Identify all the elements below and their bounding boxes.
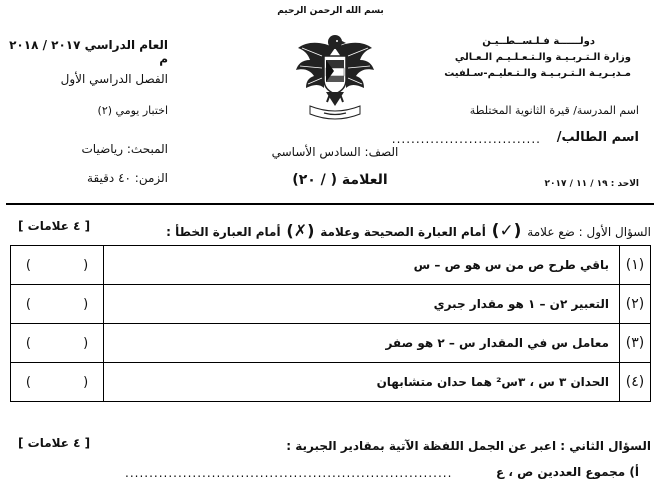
question-2-item-a: أ) مجموع العددين ص ، ع — [495, 465, 639, 479]
question-1-suffix: أمام العبارة الخطأ : — [166, 225, 281, 239]
state-name: دولــــــة فـلـســطــيـن — [482, 36, 595, 47]
cross-mark-icon: (✗) — [286, 221, 315, 240]
check-mark-icon: (✓) — [491, 221, 522, 241]
ministry-name: وزارة الـتـربـيـة والـتـعـلـيـم الـعـالي — [454, 52, 631, 63]
student-name-label: اسم الطالب/ — [556, 130, 639, 145]
school-name: اسم المدرسة/ قيرة الثانوية المختلطة — [469, 104, 639, 117]
question-1-instruction — [166, 221, 651, 241]
answer-box[interactable]: ( ) — [11, 324, 104, 363]
question-1-table — [10, 245, 651, 402]
row-number: (١) — [620, 246, 651, 285]
subject: المبحث: رياضيات — [81, 142, 168, 156]
statement: الحدان ٣ س ، ٣س² هما حدان متشابهان — [104, 363, 620, 402]
student-name-field[interactable]: ............................... — [391, 132, 541, 146]
question-1-middle: أمام العبارة الصحيحة وعلامة — [320, 225, 486, 239]
header-divider — [6, 203, 654, 205]
answer-line[interactable]: .................................................................... — [125, 466, 453, 480]
table-row — [11, 363, 651, 402]
question-1-marks: [ ٤ علامات ] — [18, 219, 91, 233]
question-2-instruction: السؤال الثاني : اعبر عن الجمل اللفظة الآتية بمقادير الجبرية : — [286, 439, 651, 453]
directorate-name: مـديـريـة الـتـربـيـة والـتـعليـم-سـلفيت — [444, 68, 631, 79]
statement: معامل س في المقدار س – ٢ هو صفر — [104, 324, 620, 363]
answer-box[interactable]: ( ) — [11, 246, 104, 285]
table-row — [11, 285, 651, 324]
row-number: (٣) — [620, 324, 651, 363]
score-box: العلامة ( / ٢٠) — [292, 172, 388, 188]
grade-level: الصف: السادس الأساسي — [271, 145, 399, 159]
semester: الفصل الدراسي الأول — [60, 72, 168, 86]
row-number: (٢) — [620, 285, 651, 324]
table-row — [11, 324, 651, 363]
statement: باقي طرح ص من س هو ص – س — [104, 246, 620, 285]
statement: التعبير ٢ن – ١ هو مقدار جبري — [104, 285, 620, 324]
question-2-marks: [ ٤ علامات ] — [18, 436, 91, 450]
row-number: (٤) — [620, 363, 651, 402]
table-row — [11, 246, 651, 285]
duration: الزمن: ٤٠ دقيقة — [87, 171, 168, 185]
quiz-title: اختبار يومي (٢) — [97, 104, 168, 117]
basmala: بسم الله الرحمن الرحيم — [277, 6, 384, 16]
academic-year: العام الدراسي ٢٠١٧ / ٢٠١٨ م — [9, 38, 168, 66]
answer-box[interactable]: ( ) — [11, 363, 104, 402]
answer-box[interactable]: ( ) — [11, 285, 104, 324]
exam-date: الاحد : ١٩ / ١١ / ٢٠١٧ — [544, 179, 639, 189]
question-1-prefix: السؤال الأول : ضع علامة — [527, 225, 651, 239]
palestine-eagle-emblem — [294, 30, 376, 122]
